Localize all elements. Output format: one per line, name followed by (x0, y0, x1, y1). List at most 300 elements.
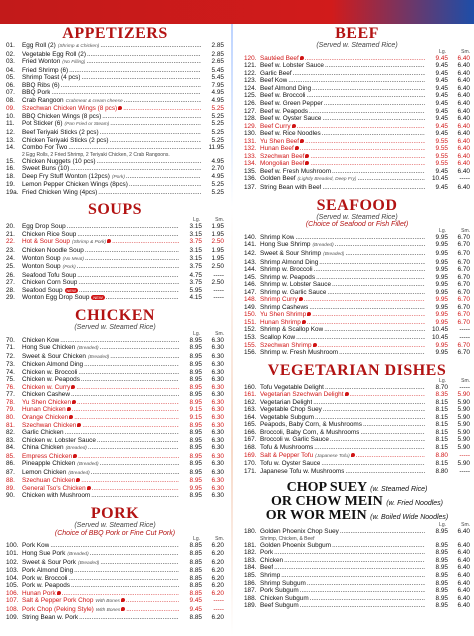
price-small: 6.70 (457, 288, 470, 296)
item-name-wrap (22, 223, 66, 231)
dot-leader (77, 263, 179, 272)
menu-item (6, 614, 224, 622)
price-large: 8.85 (189, 589, 202, 597)
dot-leader (312, 311, 425, 319)
menu-item (244, 115, 470, 123)
chop-suey-section (244, 481, 470, 609)
price-large: 8.95 (189, 429, 202, 437)
price-large: 8.95 (435, 549, 448, 557)
soups-section (6, 202, 224, 301)
item-name-wrap (22, 158, 96, 166)
item-number: 29. (6, 294, 15, 302)
item-number: 142. (244, 250, 257, 257)
item-number: 167. (244, 436, 257, 444)
price-large: 9.55 (435, 152, 448, 160)
item-name-wrap (22, 144, 67, 152)
item-name: Pot Sticker (6) (22, 120, 63, 128)
menu-item (244, 175, 470, 184)
item-name-wrap (260, 384, 324, 392)
dot-leader (77, 399, 179, 407)
price-large: 9.95 (435, 241, 448, 249)
price-small: 5.90 (457, 421, 470, 429)
price-small: 6.40 (457, 602, 470, 610)
item-name: Yu Shen Beef (260, 137, 300, 145)
price-small: ----- (213, 271, 224, 279)
item-name-wrap (260, 160, 309, 168)
item-number: 136. (244, 175, 257, 183)
item-name: Broccoli w. Garlic Sauce (260, 436, 329, 444)
item-number: 81. (6, 421, 15, 429)
menu-item (244, 414, 470, 422)
item-name: Chicken w. Peapods (22, 376, 80, 384)
item-name: Beef w. Rice Noodles (260, 130, 321, 138)
item-name-wrap (22, 58, 85, 67)
item-description: Shrimp, Chicken, & Beef (260, 535, 315, 542)
item-name: Shrimp Curry (260, 296, 298, 304)
item-name-wrap (22, 51, 86, 59)
item-number: 132. (244, 145, 257, 153)
price-small: 6.40 (457, 77, 470, 85)
dot-leader (60, 337, 179, 345)
item-number: 22. (6, 238, 15, 246)
item-number: 90. (6, 492, 15, 500)
item-name: Shrimp Toast (4 pcs) (22, 74, 81, 82)
item-name-wrap (260, 145, 299, 153)
price-large: 8.95 (189, 368, 202, 376)
price-large: 9.95 (435, 303, 448, 311)
menu-item (6, 422, 224, 430)
item-name: Chicken with Mushroom (22, 492, 91, 500)
item-name: Shrimp (260, 571, 281, 579)
item-number: 23. (6, 247, 15, 255)
item-name: Broccoli, Baby Corn, & Mushrooms (260, 428, 360, 436)
price-large: 8.85 (189, 582, 202, 590)
item-name-wrap (22, 173, 125, 182)
dot-leader (324, 326, 425, 334)
price-large: 8.85 (189, 542, 202, 550)
price-large: 10.45 (432, 326, 448, 334)
item-number: 161. (244, 391, 257, 399)
item-name: Chicken Almond Ding (22, 361, 84, 369)
chop-suey-title-3 (244, 509, 470, 523)
hot-pepper-icon (302, 320, 306, 324)
item-note: (Shrimp & Pork) (71, 240, 107, 246)
price-small: 6.30 (211, 368, 224, 376)
lg-label: Lg. (193, 536, 200, 543)
item-name: Mongolian Beef (260, 160, 305, 168)
dot-leader (97, 158, 201, 166)
dot-leader (62, 590, 179, 598)
dot-leader (85, 255, 179, 264)
dot-leader (74, 414, 179, 422)
item-number: 72. (6, 352, 15, 360)
chop-suey-list (244, 528, 470, 609)
price-large: 5.25 (211, 105, 224, 113)
price-small: ----- (459, 383, 470, 391)
item-name-wrap (22, 422, 81, 430)
price-small: 6.30 (211, 452, 224, 460)
dot-leader (297, 123, 425, 131)
chicken-subtitle: (Served w. Steamed Rice) (74, 323, 156, 331)
item-number: 08. (6, 96, 15, 104)
item-number: 102. (6, 558, 19, 566)
price-small: 6.20 (211, 549, 224, 557)
item-name: Pork Almond Ding (22, 567, 74, 575)
item-name-wrap (260, 326, 323, 334)
menu-item (244, 184, 470, 192)
item-number: 27. (6, 279, 15, 287)
item-number: 153. (244, 334, 257, 342)
item-number: 168. (244, 444, 257, 452)
item-name-wrap (260, 468, 344, 476)
item-number: 130. (244, 130, 257, 138)
hot-pepper-icon (69, 415, 73, 419)
item-number: 21. (6, 230, 15, 238)
menu-item (244, 259, 470, 267)
price-small: 6.70 (457, 341, 470, 349)
item-number: 88. (6, 477, 15, 485)
price-large: 8.95 (189, 477, 202, 485)
item-name-wrap (260, 399, 312, 407)
price-large: 8.70 (435, 383, 448, 391)
item-number: 87. (6, 468, 15, 476)
chicken-list (6, 337, 224, 500)
menu-item (244, 587, 470, 595)
dot-leader (332, 281, 425, 289)
hot-pepper-icon (121, 598, 125, 602)
item-number: 19. (6, 181, 15, 189)
item-name: Pork Kow (22, 542, 50, 550)
item-name: Vegetable Egg Roll (2) (22, 50, 86, 58)
item-name-wrap (260, 436, 329, 444)
dot-leader (92, 485, 179, 493)
vegetarian-section (244, 363, 470, 476)
item-name: BBQ Pork (22, 89, 51, 97)
item-name-wrap (22, 238, 111, 247)
item-number: 185. (244, 571, 257, 579)
price-small: 6.40 (457, 160, 470, 168)
item-name: Vegetable Subgum (260, 413, 315, 421)
item-name: Japanese Tofu w. Mushrooms (260, 467, 345, 475)
item-name: Beef w. Peapods (260, 107, 308, 115)
price-large: 8.35 (435, 391, 448, 399)
item-name: Fried Wonton (22, 58, 61, 66)
hot-pepper-icon (305, 161, 309, 165)
item-name-wrap (260, 342, 317, 350)
item-name-wrap (22, 559, 99, 568)
item-name-wrap (22, 406, 71, 414)
price-small: 6.70 (457, 241, 470, 249)
menu-item (6, 67, 224, 75)
item-name: Chicken Kow (22, 336, 60, 344)
item-name-wrap (22, 384, 75, 392)
item-name-wrap (260, 108, 308, 116)
menu-item (244, 572, 470, 580)
price-large: 2.70 (211, 165, 224, 173)
price-large: 8.15 (435, 406, 448, 414)
price-small: 6.30 (211, 361, 224, 369)
menu-item (6, 247, 224, 255)
dot-leader (293, 70, 425, 78)
item-name: Garlic Chicken (22, 429, 64, 437)
price-large: 8.95 (189, 344, 202, 352)
item-name-wrap (22, 369, 77, 377)
item-number: 02. (6, 50, 15, 58)
item-name-wrap (260, 542, 331, 550)
item-name-wrap (22, 105, 122, 113)
item-name: Sweet & Sour Pork (22, 558, 76, 566)
item-name: Empress Chicken (22, 452, 73, 460)
seafood-subtitle: (Served w. Steamed Rice) (316, 213, 398, 221)
price-small: 6.30 (211, 406, 224, 414)
item-name-wrap (260, 289, 326, 297)
item-name: Beef w. Lobster Sauce (260, 62, 324, 70)
dot-leader (86, 58, 201, 67)
price-large: 5.25 (211, 181, 224, 189)
price-large: 9.15 (189, 414, 202, 422)
menu-item (244, 241, 470, 250)
item-name-wrap (22, 344, 99, 353)
menu-item (244, 391, 470, 399)
item-number: 188. (244, 594, 257, 602)
item-number: 162. (244, 398, 257, 406)
wor-mein-label: OR WOR MEIN (265, 508, 367, 524)
item-number: 124. (244, 84, 257, 92)
dot-leader (304, 296, 425, 304)
price-small: ----- (459, 467, 470, 475)
item-name: Wonton Egg Drop Soup (22, 294, 90, 302)
appetizers-title: APPETIZERS (62, 25, 168, 42)
price-small: 1.95 (211, 230, 224, 238)
price-large: 4.75 (189, 271, 202, 279)
price-large: 9.45 (435, 62, 448, 70)
dot-leader (274, 549, 425, 557)
dot-leader (91, 469, 179, 478)
item-name-wrap (22, 361, 83, 369)
price-small: 6.70 (457, 303, 470, 311)
item-number: 187. (244, 587, 257, 595)
price-small: 6.70 (457, 273, 470, 281)
price-large: 2.85 (211, 50, 224, 58)
item-number: 01. (6, 42, 15, 49)
price-small: 6.40 (457, 183, 470, 191)
item-number: 160. (244, 383, 257, 391)
dot-leader (68, 575, 179, 583)
item-name: Tofu w. Oyster Sauce (260, 460, 321, 468)
item-number: 107. (6, 597, 19, 605)
menu-item (6, 606, 224, 615)
dot-leader (69, 67, 201, 75)
item-name: Combo For Two (22, 144, 68, 152)
item-name-wrap (22, 287, 78, 295)
price-small: 2.50 (211, 279, 224, 287)
menu-item (244, 580, 470, 588)
menu-item (244, 160, 470, 168)
menu-item (6, 97, 224, 106)
item-number: 166. (244, 428, 257, 436)
item-name: Shrimp & Scallop Kow (260, 326, 324, 334)
item-number: 156. (244, 349, 257, 357)
price-large: 9.45 (435, 69, 448, 77)
seafood-list (244, 234, 470, 357)
item-number: 182. (244, 549, 257, 557)
item-number: 184. (244, 564, 257, 572)
item-name-wrap (22, 353, 109, 362)
price-large: 5.25 (211, 129, 224, 137)
item-name-wrap (22, 469, 90, 478)
dot-leader (106, 294, 179, 302)
item-number: 169. (244, 451, 257, 459)
price-large: 8.15 (435, 413, 448, 421)
menu-item (244, 326, 470, 334)
item-name: Beef w. Broccoli (260, 92, 306, 100)
item-number: 150. (244, 311, 257, 319)
dot-leader (110, 120, 201, 129)
menu-item (6, 384, 224, 392)
price-large: 8.95 (435, 579, 448, 587)
sm-label: Sm. (461, 377, 470, 384)
item-name: Sweet & Sour Shrimp (260, 250, 322, 257)
dot-leader (71, 391, 179, 399)
dot-leader (50, 542, 179, 550)
hot-pepper-icon (121, 607, 125, 611)
menu-item (6, 429, 224, 437)
menu-item (244, 296, 470, 304)
menu-item (6, 469, 224, 478)
dot-leader (322, 115, 425, 123)
new-badge-icon: NEW (93, 295, 103, 301)
item-name-wrap (260, 85, 311, 93)
item-name-wrap (260, 115, 321, 123)
dot-leader (330, 436, 425, 444)
pork-list (6, 542, 224, 621)
item-name: String Bean with Beef (260, 183, 322, 191)
item-name: Fried Shrimp (6) (22, 66, 69, 74)
item-name: Hunan Chicken (22, 406, 66, 414)
dot-leader (79, 287, 179, 295)
item-name-wrap (260, 250, 344, 259)
item-name-wrap (260, 602, 299, 610)
item-name-wrap (260, 429, 359, 437)
price-large: 4.15 (189, 294, 202, 302)
price-large: 8.80 (435, 451, 448, 459)
item-name: Sweet Buns (10) (22, 165, 70, 173)
hot-pepper-icon (299, 297, 303, 301)
item-name: Chicken Cashew (22, 391, 70, 399)
item-name: Beef w. Green Pepper (260, 99, 323, 107)
price-large: 8.95 (189, 361, 202, 369)
price-small: 6.40 (457, 145, 470, 153)
dot-leader (327, 289, 425, 297)
item-number: 19a. (6, 188, 19, 196)
item-name: Sautéed Beef (260, 54, 299, 62)
sm-label: Sm. (461, 227, 470, 234)
item-note: Crabmeat & cream cheese (65, 98, 123, 104)
item-name: Szechwan Beef (260, 152, 305, 160)
item-number: 04. (6, 66, 15, 74)
dot-leader (110, 137, 201, 145)
price-large: 9.55 (435, 145, 448, 153)
item-name: Shrimp Subgum (260, 579, 306, 587)
dot-leader (319, 259, 425, 267)
dot-leader (61, 82, 201, 90)
pork-subtitle-choice: (Choice of BBQ Pork or Fine Cut Pork) (54, 529, 176, 537)
price-small: 6.40 (457, 167, 470, 175)
item-name-wrap (22, 444, 87, 453)
item-name: Beef Curry (260, 122, 291, 130)
item-name-wrap (22, 255, 84, 264)
menu-item (6, 279, 224, 287)
price-small: 6.30 (211, 383, 224, 391)
item-number: 108. (6, 605, 19, 613)
price-small: 6.30 (211, 444, 224, 452)
menu-item (6, 344, 224, 353)
item-number: 183. (244, 556, 257, 564)
dot-leader (274, 564, 425, 572)
chow-mein-with: (w. Fried Noodles) (386, 500, 444, 508)
item-name-wrap (22, 376, 80, 384)
dot-leader (78, 279, 179, 287)
price-large: 9.95 (435, 258, 448, 266)
item-name: Hot & Sour Soup (22, 238, 70, 246)
item-name-wrap (22, 485, 91, 493)
price-large: 3.75 (189, 279, 202, 287)
item-name-wrap (22, 567, 73, 575)
item-name-wrap (260, 296, 303, 304)
item-note: (Breaded) (67, 551, 89, 557)
menu-item (244, 130, 470, 138)
menu-item (6, 399, 224, 407)
menu-item (244, 399, 470, 407)
price-large: 9.45 (435, 122, 448, 130)
item-number: 78. (6, 398, 15, 406)
menu-item (6, 597, 224, 606)
item-note: (Breaded) (312, 243, 334, 249)
item-name: Egg Roll (2) (22, 42, 56, 49)
price-large: 2.65 (211, 58, 224, 66)
item-number: 74. (6, 368, 15, 376)
dot-leader (87, 51, 201, 59)
menu-item (6, 559, 224, 568)
price-small: ----- (459, 175, 470, 183)
item-name-wrap (22, 247, 84, 255)
item-name: Hunan Pork (22, 589, 56, 597)
price-large: 9.45 (435, 130, 448, 138)
item-name: Chicken Noodle Soup (22, 247, 84, 255)
item-name-wrap (260, 168, 331, 176)
price-large: 5.25 (211, 188, 224, 196)
item-name-wrap (22, 263, 76, 272)
price-large: 9.95 (435, 341, 448, 349)
item-name-wrap (260, 153, 309, 161)
item-name: Garlic Beef (260, 69, 292, 77)
hot-pepper-icon (118, 106, 122, 110)
price-large: 5.45 (211, 74, 224, 82)
item-number: 18. (6, 172, 15, 180)
item-name: Szechuan Chicken (22, 477, 76, 485)
price-small: 6.40 (457, 92, 470, 100)
menu-item (244, 123, 470, 131)
hot-pepper-icon (345, 392, 349, 396)
item-name-wrap (22, 42, 99, 51)
item-number: 71. (6, 344, 15, 352)
price-large: 9.45 (435, 99, 448, 107)
item-number: 163. (244, 406, 257, 414)
item-number: 135. (244, 167, 257, 175)
dot-leader (98, 189, 201, 197)
menu-item (244, 153, 470, 161)
dot-leader (324, 100, 425, 108)
